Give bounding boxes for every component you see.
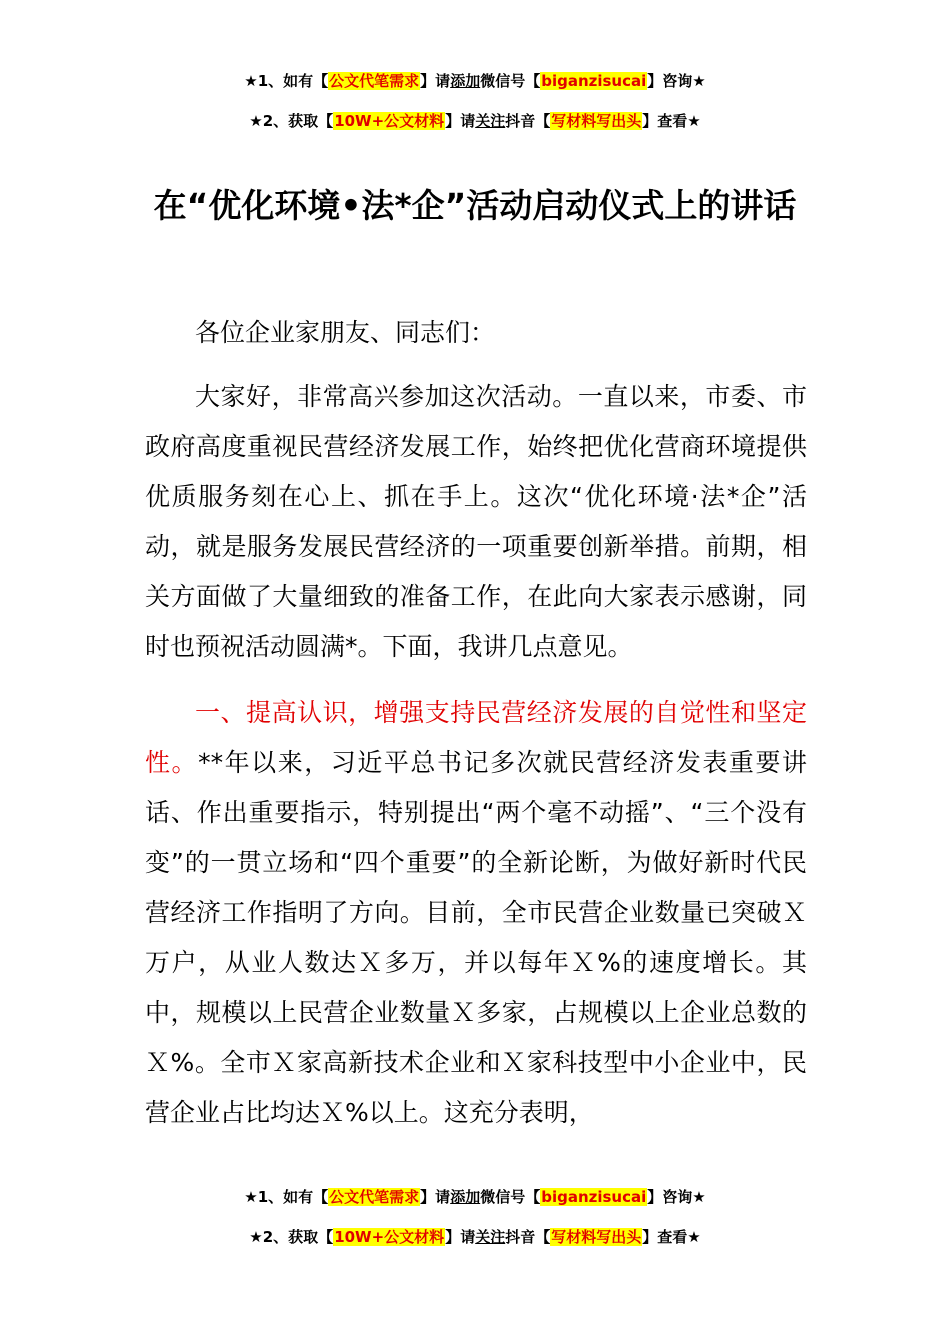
- salutation: 各位企业家朋友、同志们：: [195, 318, 496, 347]
- header-promo-line-2: [0, 110, 950, 132]
- promo-text: ★1、如有【: [244, 72, 329, 90]
- promo-text: 微信号【: [480, 72, 541, 90]
- promo-text: 】请: [445, 1228, 476, 1246]
- promo-text: 抖音【: [505, 112, 551, 130]
- promo-text: ★2、获取【: [249, 112, 334, 130]
- promo-text: 抖音【: [505, 1228, 551, 1246]
- promo-text: ★2、获取【: [249, 1228, 334, 1246]
- promo-text: 】咨询★: [647, 1188, 706, 1206]
- promo-underlined: 添加: [450, 1188, 481, 1206]
- footer-promo-line-1: [0, 1186, 950, 1208]
- promo-text: ★1、如有【: [244, 1188, 329, 1206]
- promo-highlight: 10W+公文材料: [334, 112, 445, 130]
- promo-underlined: 添加: [450, 72, 481, 90]
- promo-text: 】请: [420, 1188, 451, 1206]
- promo-highlight: biganzisucai: [541, 1188, 647, 1206]
- promo-underlined: 关注: [475, 1228, 506, 1246]
- paragraph-section-1: [145, 688, 807, 1138]
- promo-text: 】请: [420, 72, 451, 90]
- section-heading: 一、提高认识，增强支持民营经济发展的自觉性和坚定性。: [145, 698, 807, 777]
- promo-text: 】请: [445, 112, 476, 130]
- promo-underlined: 关注: [475, 112, 506, 130]
- header-promo-line-1: [0, 70, 950, 92]
- promo-text: 】查看★: [642, 112, 701, 130]
- promo-highlight: biganzisucai: [541, 72, 647, 90]
- section-body: **年以来，习近平总书记多次就民营经济发表重要讲话、作出重要指示，特别提出“两个毫不动摇”、“三个没有变”的一贯立场和“四个重要”的全新论断，为做好新时代民营经济工作指明了方向。目前，全市民营企业数量已突破Ｘ万户，从业人数达Ｘ多万，并以每年Ｘ%的速度增长。其中，规模以上民营企业数量Ｘ多家，占规模以上企业总数的Ｘ%。全市Ｘ家高新技术企业和Ｘ家科技型中小企业中，民营企业占比均达Ｘ%以上。这充分表明，: [145, 748, 807, 1127]
- promo-text: 】查看★: [642, 1228, 701, 1246]
- promo-text: 微信号【: [480, 1188, 541, 1206]
- promo-highlight: 10W+公文材料: [334, 1228, 445, 1246]
- document-title: 在“优化环境•法*企”活动启动仪式上的讲话: [153, 186, 797, 225]
- promo-highlight: 写材料写出头: [551, 1228, 642, 1246]
- promo-text: 】咨询★: [647, 72, 706, 90]
- footer-promo-line-2: [0, 1226, 950, 1248]
- promo-highlight: 公文代笔需求: [329, 1188, 420, 1206]
- promo-highlight: 公文代笔需求: [329, 72, 420, 90]
- promo-highlight: 写材料写出头: [551, 112, 642, 130]
- paragraph-intro: 大家好，非常高兴参加这次活动。一直以来，市委、市政府高度重视民营经济发展工作，始终把优化营商环境提供优质服务刻在心上、抓在手上。这次“优化环境·法*企”活动，就是服务发展民营经济的一项重要创新举措。前期，相关方面做了大量细致的准备工作，在此向大家表示感谢，同时也预祝活动圆满*。下面，我讲几点意见。: [145, 382, 807, 661]
